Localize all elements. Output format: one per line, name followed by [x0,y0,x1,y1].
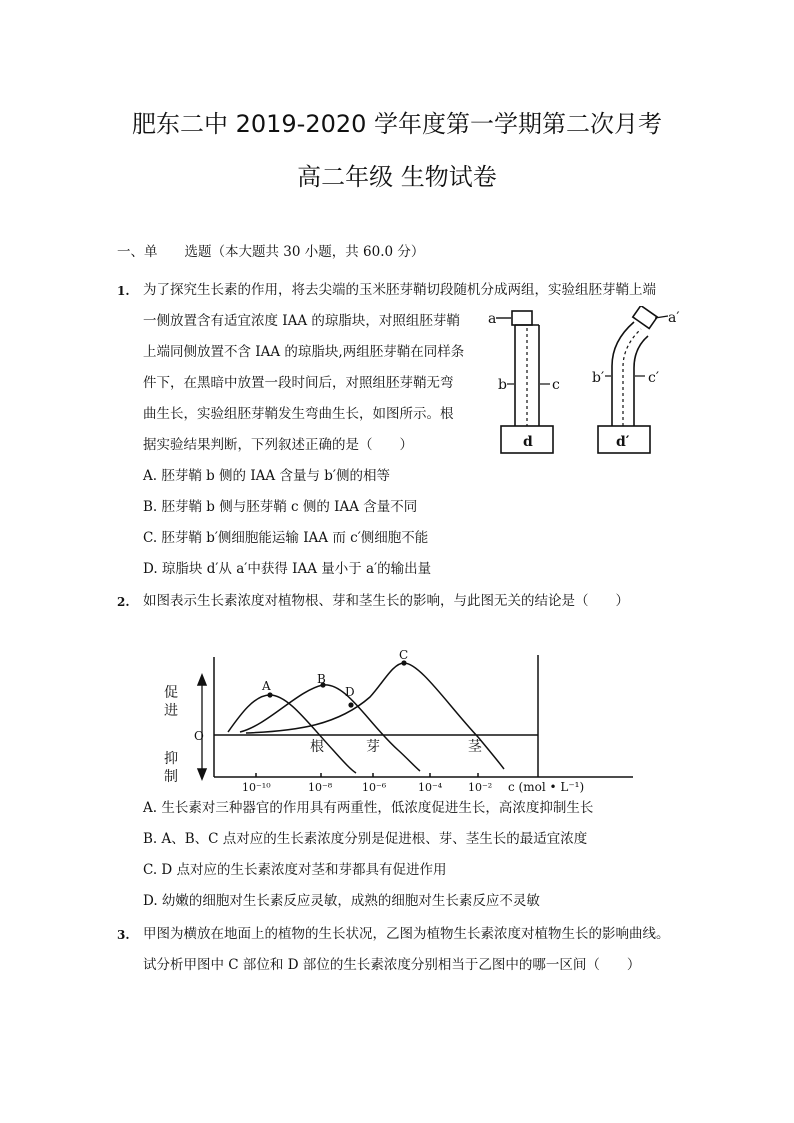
q3-stem-line: 甲图为横放在地面上的植物的生长状况，乙图为植物生长素浓度对植物生长的影响曲线。 [143,926,670,942]
section-heading: 一、单 选题（本大题共 30 小题，共 60.0 分） [117,244,425,260]
label-b-prime: b′ [592,370,605,386]
q2-option-b: B. A、B、C 点对应的生长素浓度分别是促进根、芽、茎生长的最适宜浓度 [143,831,588,847]
x-tick-label: 10⁻⁸ [308,781,333,794]
point-d [348,702,353,707]
q1-stem-line: 曲生长，实验组胚芽鞘发生弯曲生长，如图所示。根 [143,406,454,422]
auxin-chart [158,645,638,795]
series-label-stem: 茎 [468,739,482,755]
series-label-root: 根 [310,739,324,755]
q1-option-d: D. 琼脂块 d′从 a′中获得 IAA 量小于 a′的输出量 [143,561,432,577]
point-label-a: A [262,679,271,693]
label-a-prime: a′ [668,310,680,326]
question-number-3: 3. [117,928,130,942]
point-a [267,692,272,697]
q2-option-c: C. D 点对应的生长素浓度对茎和芽都具有促进作用 [143,862,447,878]
root-curve [228,695,356,773]
series-label-bud: 芽 [366,739,380,755]
x-axis-label: c (mol • L⁻¹) [508,780,585,794]
label-d-prime: d′ [616,434,630,450]
question-number-2: 2. [117,595,130,609]
agar-block-a-prime [633,306,657,328]
q1-stem-line: 据实验结果判断，下列叙述正确的是（ ） [143,437,413,453]
y-label-promote: 促进 [164,685,178,719]
point-label-c: C [399,648,409,662]
point-label-d: D [345,685,355,699]
origin-label: O [194,729,204,743]
label-c: c [552,377,560,393]
label-c-prime: c′ [648,370,660,386]
q1-option-c: C. 胚芽鞘 b′侧细胞能运输 IAA 而 c′侧细胞不能 [143,530,429,546]
bud-curve [240,685,420,771]
y-label-inhibit: 抑制 [164,751,178,785]
q3-stem-line: 试分析甲图中 C 部位和 D 部位的生长素浓度分别相当于乙图中的哪一区间（ ） [143,957,641,973]
agar-block-a [512,311,532,325]
q1-stem-line: 一侧放置含有适宜浓度 IAA 的琼脂块，对照组胚芽鞘 [143,313,460,329]
exam-title: 肥东二中 2019-2020 学年度第一学期第二次月考 [131,110,663,138]
x-tick-label: 10⁻¹⁰ [242,781,271,794]
q2-stem: 如图表示生长素浓度对植物根、芽和茎生长的影响，与此图无关的结论是（ ） [143,593,629,609]
x-tick-label: 10⁻⁴ [418,781,443,794]
q1-stem-line: 件下，在黑暗中放置一段时间后，对照组胚芽鞘无弯 [143,375,454,391]
q2-option-a: A. 生长素对三种器官的作用具有两重性，低浓度促进生长，高浓度抑制生长 [143,800,594,816]
label-d: d [523,434,533,450]
x-tick-label: 10⁻² [468,781,493,794]
q1-option-a: A. 胚芽鞘 b 侧的 IAA 含量与 b′侧的相等 [143,468,390,484]
q1-stem-line: 上端同侧放置不含 IAA 的琼脂块,两组胚芽鞘在同样条 [143,344,465,360]
q1-stem-line: 为了探究生长素的作用，将去尖端的玉米胚芽鞘切段随机分成两组，实验组胚芽鞘上端 [143,282,656,298]
q2-option-d: D. 幼嫩的细胞对生长素反应灵敏，成熟的细胞对生长素反应不灵敏 [143,893,540,909]
label-a: a [488,311,497,327]
coleoptile-figure [488,306,688,458]
label-b: b [498,377,507,393]
x-tick-label: 10⁻⁶ [362,781,387,794]
q1-option-b: B. 胚芽鞘 b 侧与胚芽鞘 c 侧的 IAA 含量不同 [143,499,418,515]
point-label-b: B [317,672,326,686]
question-number-1: 1. [117,284,130,298]
exam-subtitle: 高二年级 生物试卷 [297,163,497,191]
